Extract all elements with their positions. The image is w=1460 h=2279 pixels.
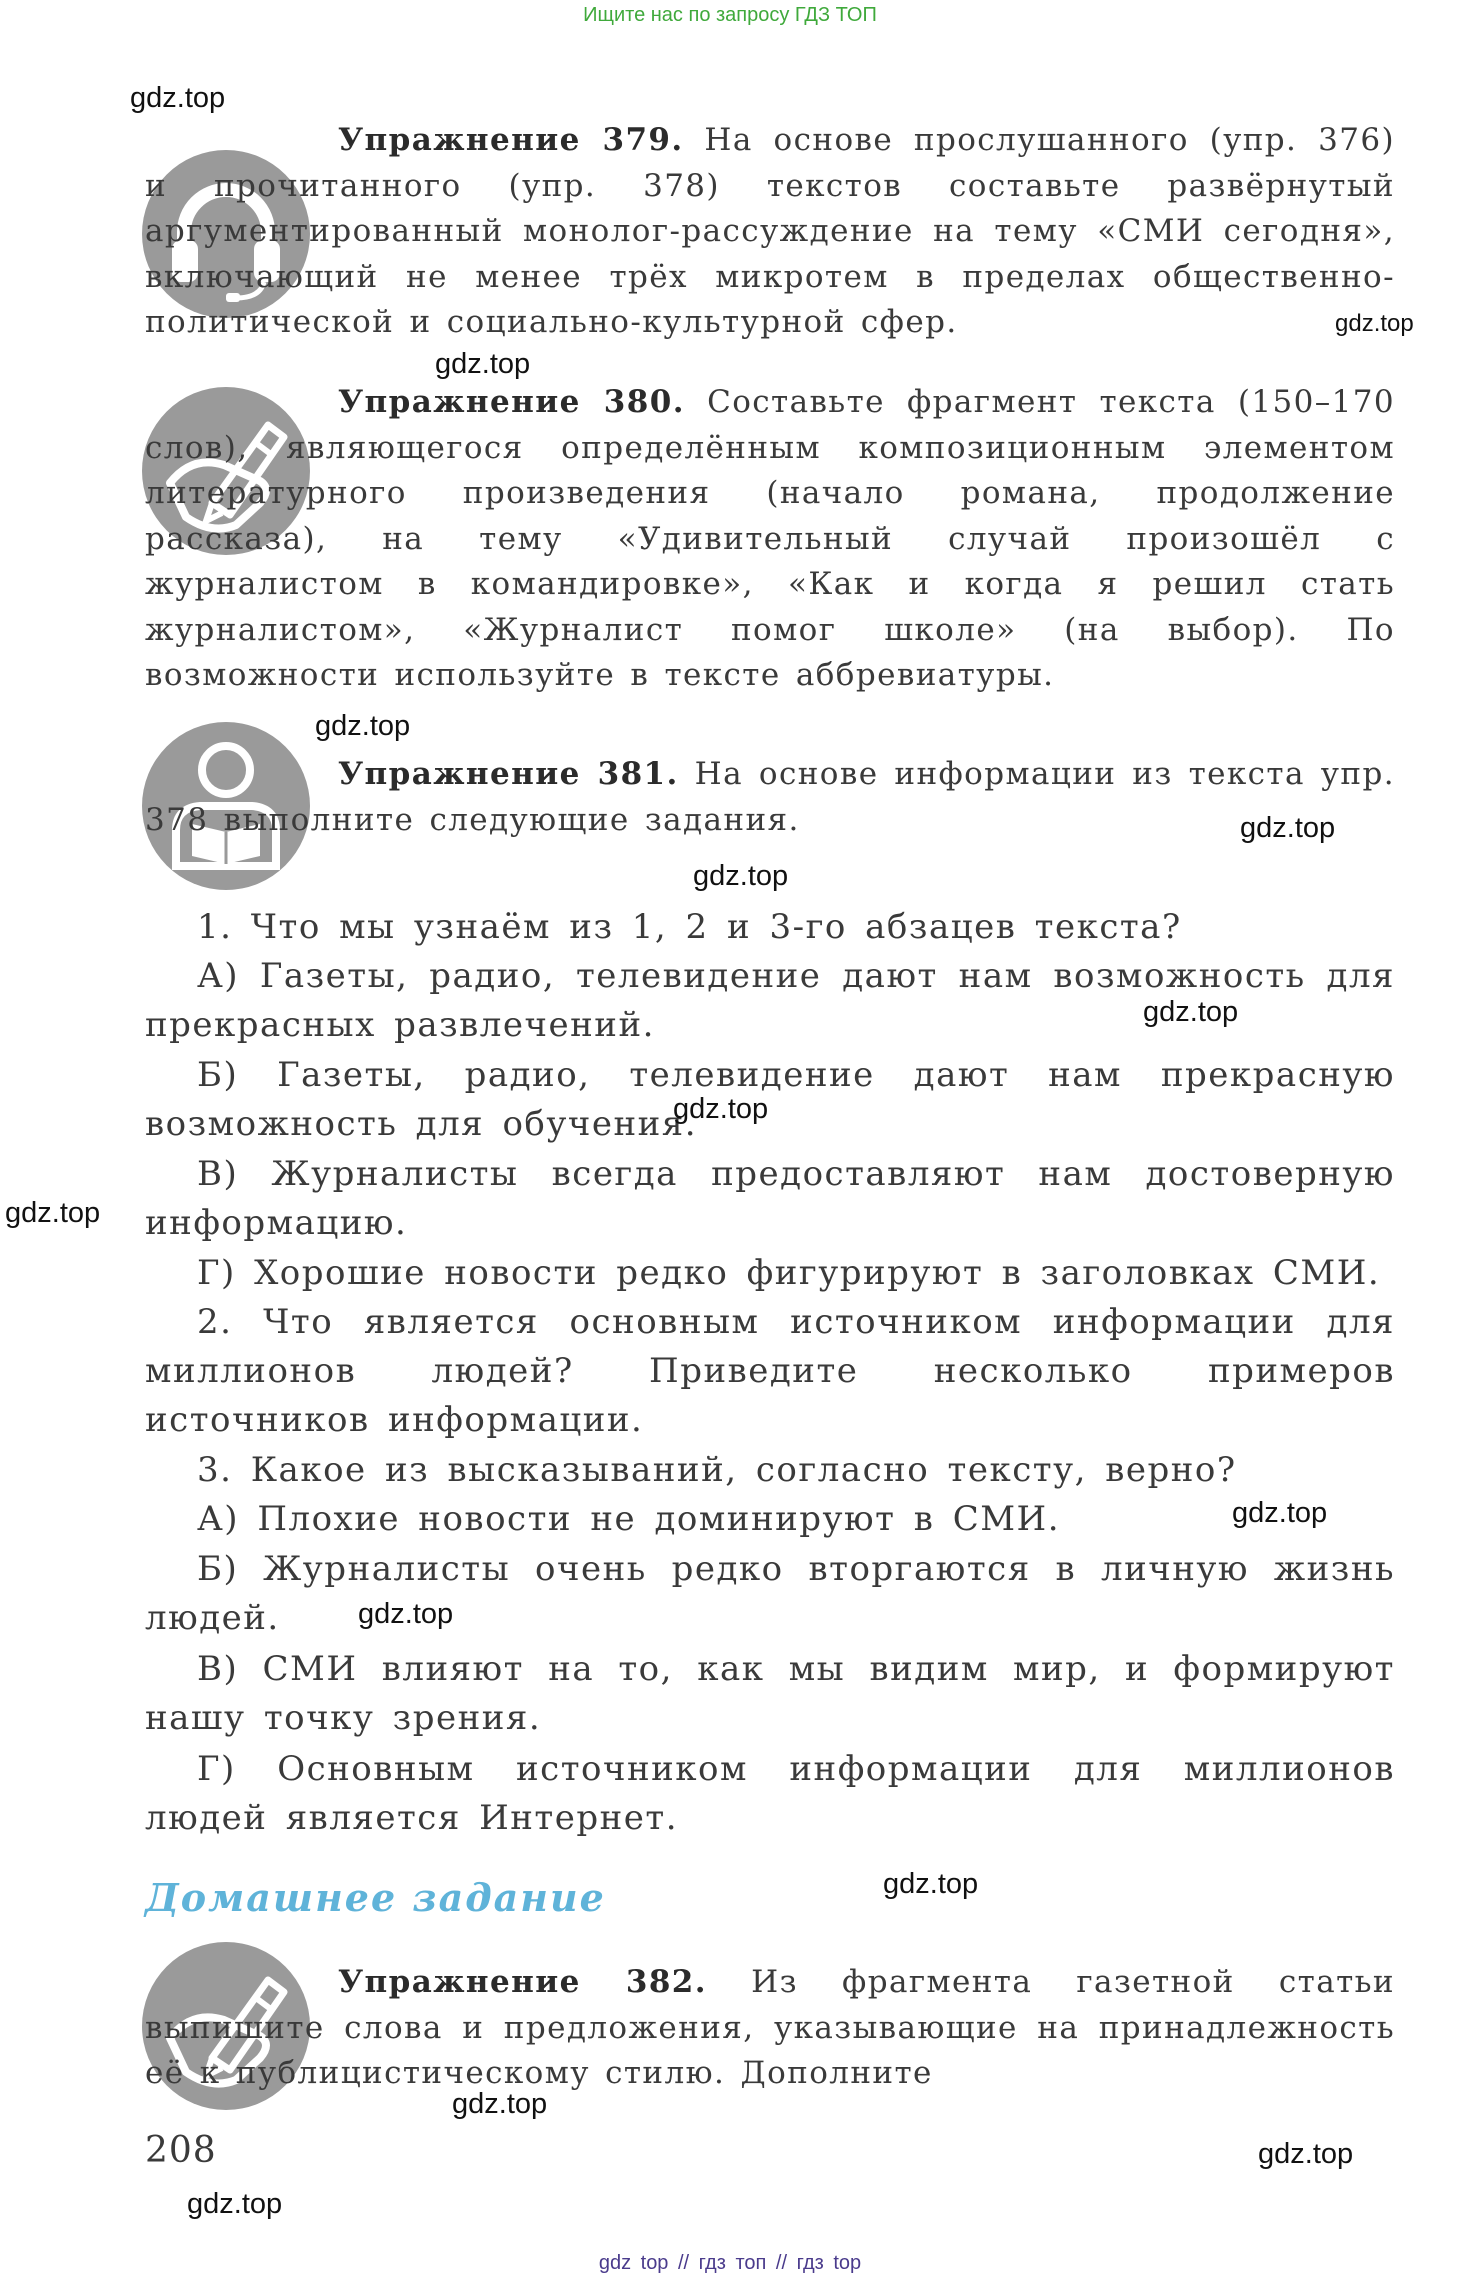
watermark: gdz.top: [1143, 996, 1239, 1028]
homework-heading: Домашнее задание: [145, 1875, 606, 1920]
exercise-382-title: Упражнение 382.: [338, 1964, 707, 2000]
watermark: gdz.top: [130, 82, 226, 114]
exercise-380-title: Упражнение 380.: [338, 384, 685, 420]
task-2-question: 2. Что является основным источником информации для миллионов людей? Приведите несколько примеров источников информации.: [145, 1302, 1395, 1440]
exercise-381-text: На основе информации из текста упр. 378 выполните следующие задания.: [145, 756, 1395, 838]
task-1-option-b: Б) Газеты, радио, телевидение дают нам прекрасную возможность для обучения.: [145, 1055, 1395, 1144]
exercise-382-text: Из фрагмента газетной статьи выпишите слова и предложения, указывающие на принадлежность её к публицистическому стилю. Дополните: [145, 1964, 1395, 2091]
watermark: gdz.top: [1232, 1497, 1328, 1529]
page-number: 208: [145, 2130, 217, 2171]
exercise-379: [145, 118, 1395, 346]
exercise-380-text: Составьте фрагмент текста (150–170 слов), являющегося определённым композиционным элементом литературного произведения (начало романа, продолжение рассказа), на тему «Удивительный случай произошёл с журналистом в командировке», «Как и когда я решил стать журналистом», «Журналист помог школе» (на выбор). По возможности используйте в тексте аббревиатуры.: [145, 384, 1396, 693]
footer-links[interactable]: gdz top // гдз топ // гдз top: [598, 2252, 862, 2274]
exercise-379-title: Упражнение 379.: [338, 122, 684, 158]
watermark: gdz.top: [452, 2088, 548, 2120]
watermark: gdz.top: [1240, 812, 1336, 844]
task-1-option-v: В) Журналисты всегда предоставляют нам достоверную информацию.: [145, 1154, 1395, 1243]
exercise-380: [145, 380, 1395, 699]
exercise-382: [145, 1960, 1395, 2097]
watermark: gdz.top: [1335, 310, 1414, 337]
exercise-381-title: Упражнение 381.: [338, 756, 679, 792]
watermark: gdz.top: [673, 1093, 769, 1125]
watermark: gdz.top: [5, 1197, 101, 1229]
watermark: gdz.top: [1258, 2138, 1354, 2170]
task-3-question: 3. Какое из высказываний, согласно тексту, верно?: [197, 1450, 1237, 1490]
watermark: gdz.top: [435, 348, 531, 380]
watermark: gdz.top: [187, 2188, 283, 2220]
task-1-option-g: Г) Хорошие новости редко фигурируют в заголовках СМИ.: [197, 1253, 1381, 1293]
exercise-379-text: На основе прослушанного (упр. 376) и прочитанного (упр. 378) текстов составьте развёрнутый аргументированный монолог-рассуждение на тему «СМИ сегодня», включающий не менее трёх микротем в пределах общественно-политической и социально-культурной сфер.: [145, 122, 1395, 340]
watermark: gdz.top: [693, 860, 789, 892]
top-banner: Ищите нас по запросу ГДЗ ТОП: [583, 4, 877, 26]
task-3-option-g: Г) Основным источником информации для миллионов людей является Интернет.: [145, 1749, 1395, 1838]
watermark: gdz.top: [883, 1868, 979, 1900]
watermark: gdz.top: [358, 1598, 454, 1630]
task-3-option-a: А) Плохие новости не доминируют в СМИ.: [197, 1499, 1061, 1539]
task-1-question: 1. Что мы узнаём из 1, 2 и 3-го абзацев текста?: [197, 907, 1182, 947]
watermark: gdz.top: [315, 710, 411, 742]
exercise-381: [145, 752, 1395, 843]
task-3-option-v: В) СМИ влияют на то, как мы видим мир, и формируют нашу точку зрения.: [145, 1649, 1395, 1738]
task-3-option-b: Б) Журналисты очень редко вторгаются в личную жизнь людей.: [145, 1549, 1395, 1638]
task-1-option-a: А) Газеты, радио, телевидение дают нам возможность для прекрасных развлечений.: [145, 956, 1395, 1045]
